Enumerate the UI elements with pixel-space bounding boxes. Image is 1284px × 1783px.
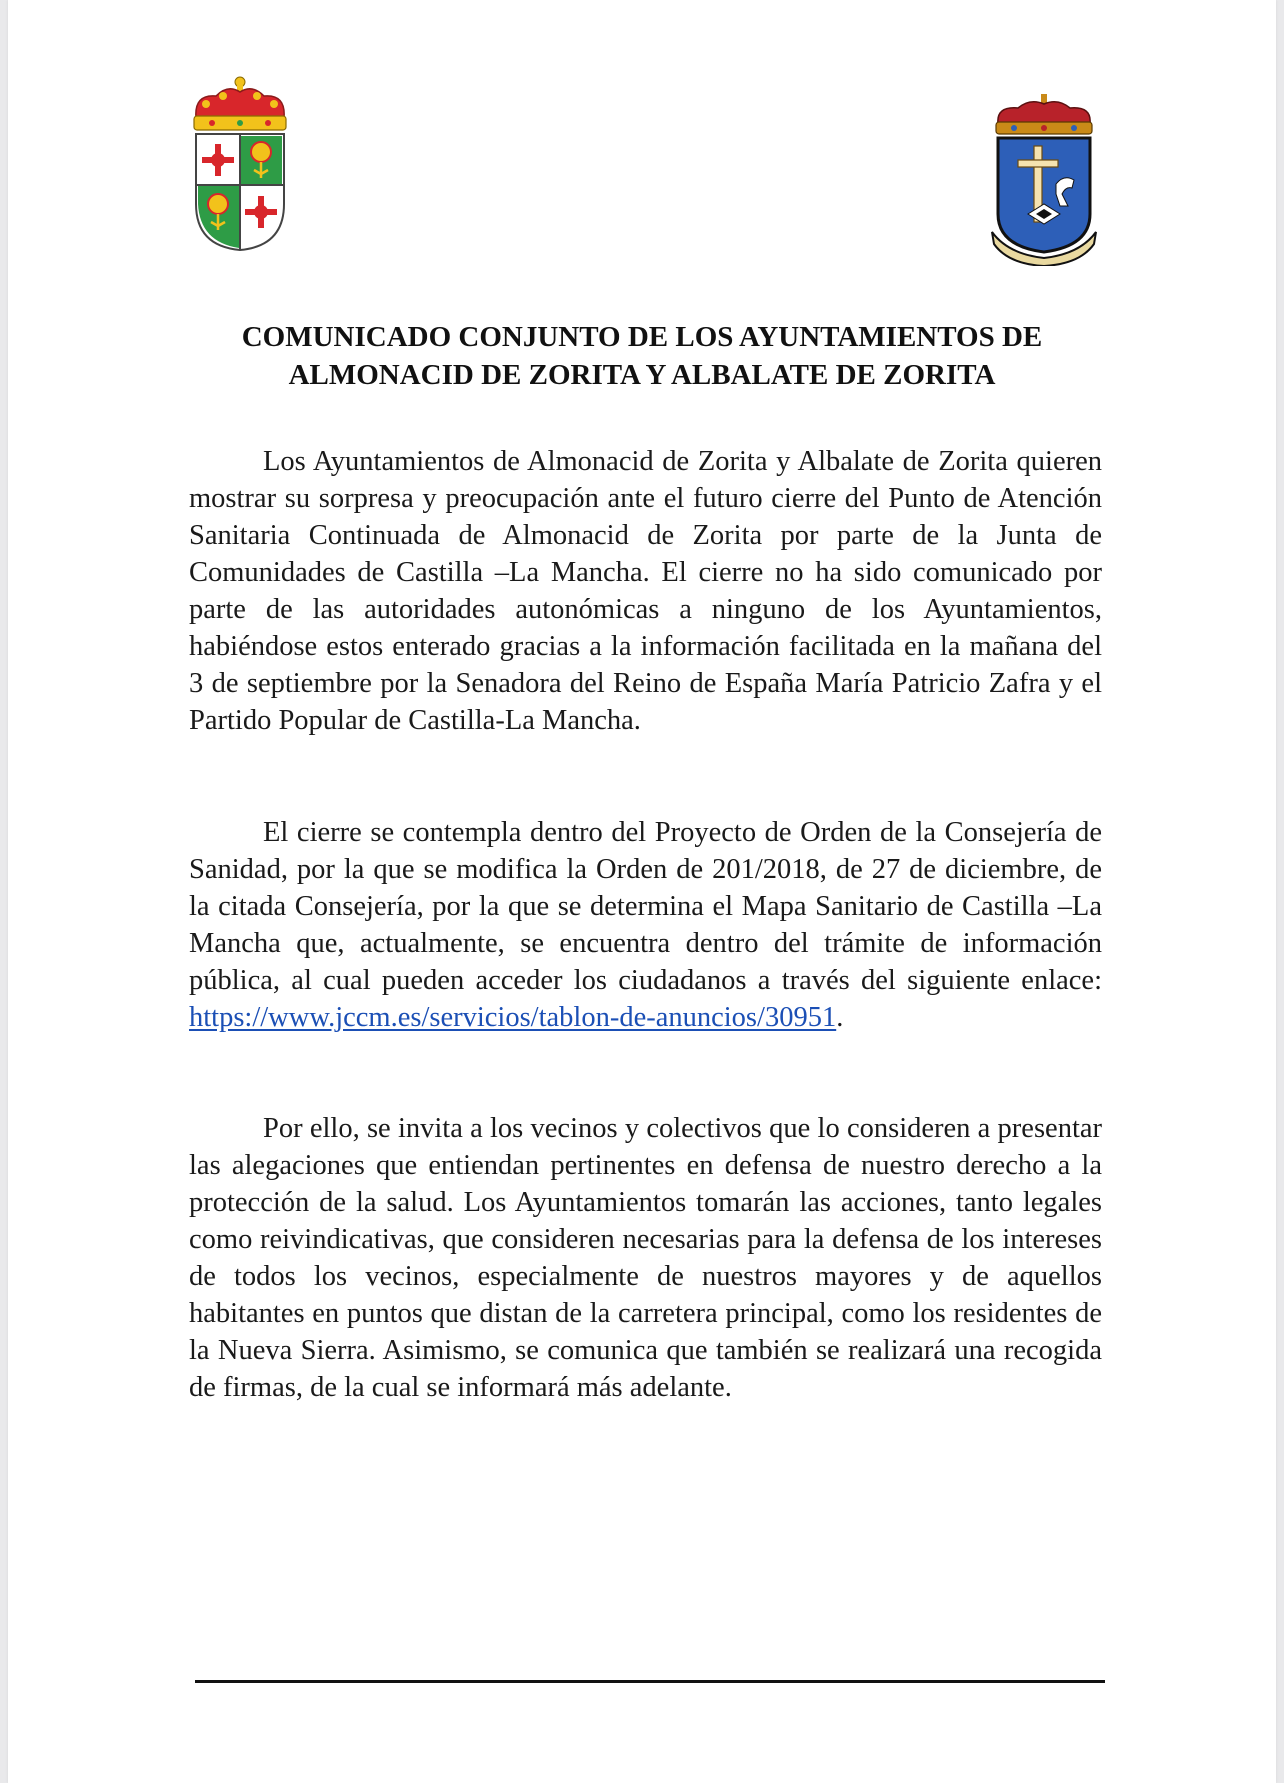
footer-divider — [195, 1680, 1105, 1683]
paragraph-1 — [189, 443, 1102, 739]
paragraph-3-block — [189, 1110, 1102, 1406]
title-line-2: ALMONACID DE ZORITA Y ALBALATE DE ZORITA — [288, 359, 996, 391]
paragraph-1-text: Los Ayuntamientos de Almonacid de Zorita y Albalate de Zorita quieren mostrar su sorpresa y preocupación ante el futuro cierre del Punto de Atención Sanitaria Continuada de Almonacid de Zorita por parte de la Junta de Comunidades de Castilla –La Mancha. El cierre no ha sido comunicado por parte de las autoridades autonómicas a ninguno de los Ayuntamientos, habiéndose estos enterado gracias a la información facilitada en la mañana del 3 de septiembre por la Senadora del Reino de España María Patricio Zafra y el Partido Popular de Castilla-La Mancha. — [189, 446, 1102, 736]
tablon-anuncios-link[interactable]: https://www.jccm.es/servicios/tablon-de-anuncios/30951 — [189, 1002, 837, 1033]
document-page — [8, 0, 1276, 1783]
paragraph-3 — [189, 1110, 1102, 1406]
almonacid-coat-of-arms-icon — [188, 74, 292, 254]
paragraph-3-text: Por ello, se invita a los vecinos y colectivos que lo consideren a presentar las alegaciones que entiendan pertinentes en defensa de nuestro derecho a la protección de la salud. Los Ayuntamientos tomarán las acciones, tanto legales como reivindicativas, que consideren necesarias para la defensa de los intereses de todos los vecinos, especialmente de nuestros mayores y de aquellos habitantes en puntos que distan de la carretera principal, como los residentes de la Nueva Sierra. Asimismo, se comunica que también se realizará una recogida de firmas, de la cual se informará más adelante. — [189, 1113, 1102, 1403]
page-title — [108, 318, 1176, 394]
paragraph-2-end: . — [836, 1002, 844, 1033]
albalate-coat-of-arms-icon — [988, 94, 1100, 266]
title-line-1: COMUNICADO CONJUNTO DE LOS AYUNTAMIENTOS DE — [241, 321, 1043, 353]
paragraph-2-block — [189, 814, 1102, 1036]
paragraph-2 — [189, 814, 1102, 1036]
paragraph-1-block — [189, 443, 1102, 739]
paragraph-2-text: El cierre se contempla dentro del Proyecto de Orden de la Consejería de Sanidad, por la que se modifica la Orden de 201/2018, de 27 de diciembre, de la citada Consejería, por la que se determina el Mapa Sanitario de Castilla –La Mancha que, actualmente, se encuentra dentro del trámite de información pública, al cual pueden acceder los ciudadanos a través del siguiente enlace: — [189, 817, 1102, 996]
